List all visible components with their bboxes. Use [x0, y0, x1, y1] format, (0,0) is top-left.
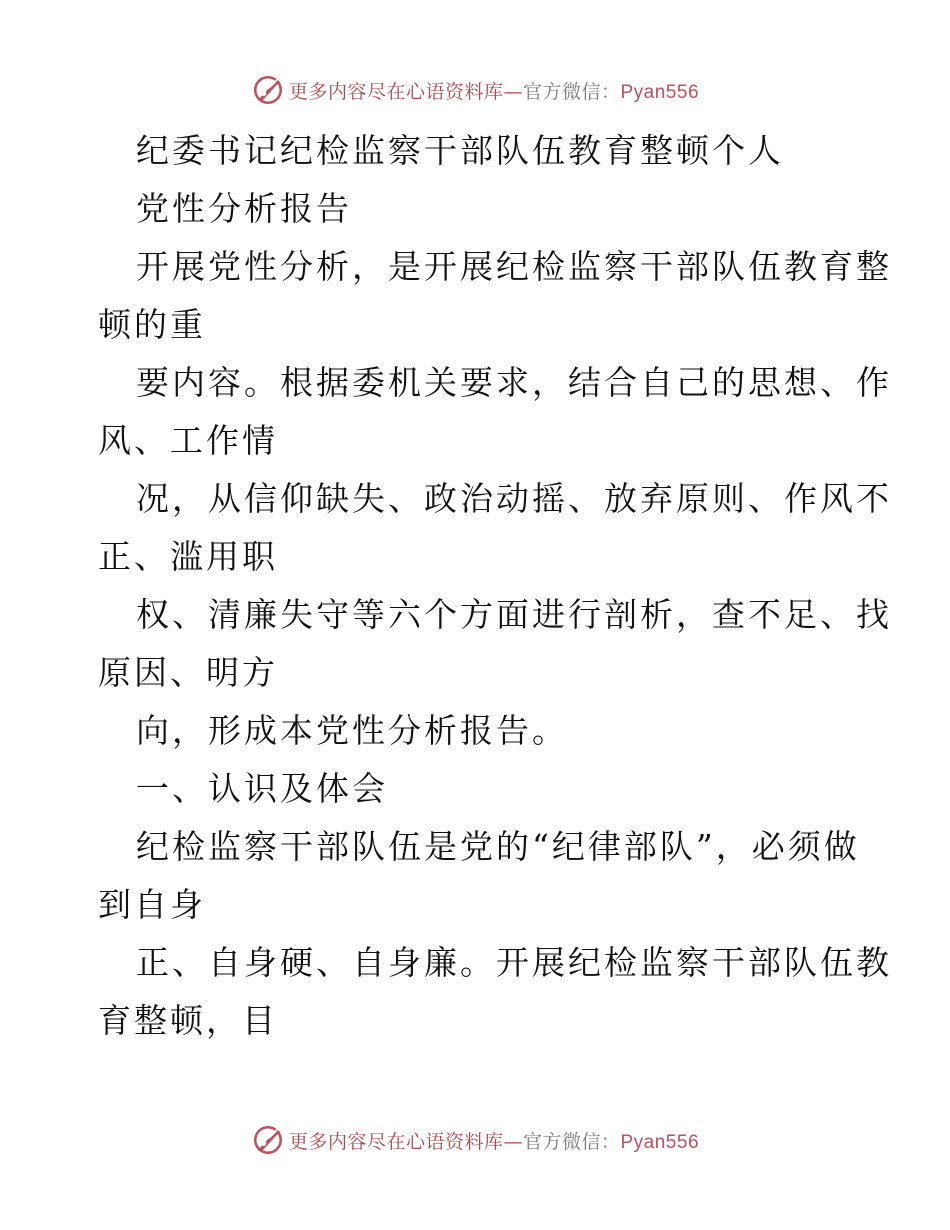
paragraph-line: 向，形成本党性分析报告。 [136, 711, 568, 750]
paragraph-line: 到自身 [98, 885, 206, 924]
watermark-text [289, 1127, 699, 1154]
watermark-site-text: 更多内容尽在心语资料库 [288, 80, 504, 103]
paragraph-line: 风、工作情 [98, 421, 278, 460]
paragraph-line: 正、滥用职 [98, 537, 278, 576]
watermark-wechat-label: 官方微信： [522, 80, 621, 103]
quill-pen-logo-icon [251, 73, 285, 107]
document-body [98, 122, 892, 1050]
paragraph-line: 纪检监察干部队伍是党的“纪律部队”，必须做 [136, 827, 860, 866]
quill-pen-logo-icon [251, 1123, 285, 1157]
paragraph-line: 况，从信仰缺失、政治动摇、放弃原则、作风不 [136, 479, 892, 518]
paragraph-line: 要内容。根据委机关要求，结合自己的思想、作 [136, 363, 892, 402]
watermark-separator: — [503, 80, 523, 103]
watermark-wechat-id: Pyan556 [620, 1131, 700, 1153]
paragraph-line: 原因、明方 [98, 653, 278, 692]
watermark-wechat-id: Pyan556 [620, 81, 700, 103]
watermark-separator: — [503, 1130, 523, 1153]
document-title-line-2: 党性分析报告 [136, 189, 352, 228]
watermark-text [289, 77, 699, 104]
footer-watermark [0, 1120, 950, 1160]
header-watermark [0, 70, 950, 110]
paragraph-line: 正、自身硬、自身廉。开展纪检监察干部队伍教 [136, 943, 892, 982]
section-heading: 一、认识及体会 [136, 769, 388, 808]
watermark-wechat-label: 官方微信： [522, 1130, 621, 1153]
paragraph-line: 权、清廉失守等六个方面进行剖析，查不足、找 [136, 595, 892, 634]
paragraph-line: 顿的重 [98, 305, 206, 344]
paragraph-line: 开展党性分析，是开展纪检监察干部队伍教育整 [136, 247, 892, 286]
document-title-line-1: 纪委书记纪检监察干部队伍教育整顿个人 [136, 131, 784, 170]
watermark-site-text: 更多内容尽在心语资料库 [288, 1130, 504, 1153]
paragraph-line: 育整顿，目 [98, 1001, 278, 1040]
